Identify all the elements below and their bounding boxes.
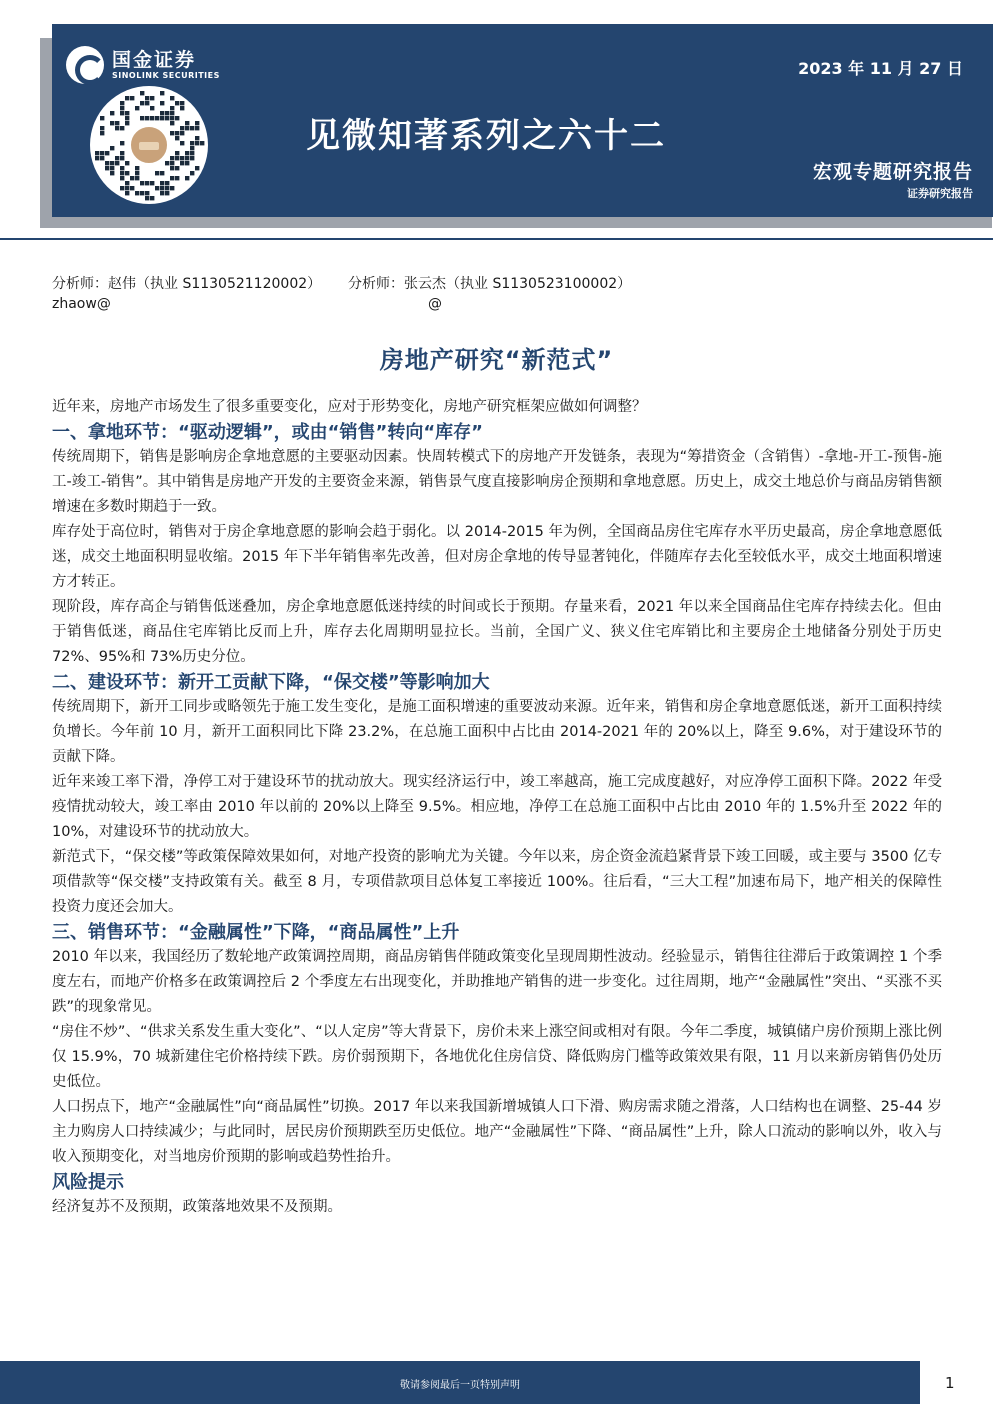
analyst-email[interactable]: @ xyxy=(428,296,442,312)
paragraph: 传统周期下，新开工同步或略领先于施工发生变化，是施工面积增速的重要波动来源。近年来，销售和房企拿地意愿低迷，新开工面积持续负增长。今年前 10 月，新开工面积同比下降 23.2%，在总施工面积中占比由 2014-2021 年的 20%以上，降至 9.6%，对于建设环节的贡献下降。 xyxy=(52,699,942,765)
paragraph: 新范式下，“保交楼”等政策保障效果如何，对地产投资的影响尤为关键。今年以来，房企资金流趋紧背景下竣工回暖，或主要与 3500 亿专项借款等“保交楼”支持政策有关。截至 8 月，专项借款项目总体复工率接近 100%。往后看，“三大工程”加速布局下，地产相关的保障性投资力度还会加大。 xyxy=(52,849,942,915)
paragraph: “房住不炒”、“供求关系发生重大变化”、“以人定房”等大背景下，房价未来上涨空间或相对有限。今年二季度，城镇储户房价预期上涨比例仅 15.9%，70 城新建住宅价格持续下跌。房价弱预期下，各地优化住房信贷、降低购房门槛等政策效果有限，11 月以来新房销售仍处历史低位。 xyxy=(52,1024,942,1090)
document-title: 房地产研究“新范式” xyxy=(379,346,614,374)
section-heading: 一、拿地环节：“驱动逻辑”，或由“销售”转向“库存” xyxy=(52,422,483,443)
report-body xyxy=(52,395,942,1220)
paragraph: 近年来竣工率下滑，净停工对于建设环节的扰动放大。现实经济运行中，竣工率越高，施工完成度越好，对应净停工面积下降。2022 年受疫情扰动较大，竣工率由 2010 年以前的 20%以上降至 9.5%。相应地，净停工在总施工面积中占比由 2010 年的 1.5%升至 2022 年的 10%，对建设环节的扰动放大。 xyxy=(52,774,942,840)
paragraph: 2010 年以来，我国经历了数轮地产政策调控周期，商品房销售伴随政策变化呈现周期性波动。经验显示，销售往往滞后于政策调控 1 个季度左右，而地产价格多在政策调控后 2 个季度左右出现变化，并助推地产销售的进一步变化。过往周期，地产“金融属性”突出、“买涨不买跌”的现象常见。 xyxy=(52,949,942,1015)
section-risk xyxy=(52,1170,942,1220)
analyst-list xyxy=(52,274,678,314)
analyst-email[interactable]: zhaow@ xyxy=(52,296,111,312)
logo-en: SINOLINK SECURITIES xyxy=(112,71,220,80)
series-title: 见微知著系列之六十二 xyxy=(306,116,666,156)
qr-badge-icon xyxy=(128,124,170,166)
paragraph: 传统周期下，销售是影响房企拿地意愿的主要驱动因素。快周转模式下的房地产开发链条，表现为“筹措资金（含销售）-拿地-开工-预售-施工-竣工-销售”。其中销售是房地产开发的主要资金来源，销售景气度直接影响房企预期和拿地意愿。历史上，成交土地总价与商品房销售额增速在多数时期趋于一致。 xyxy=(52,449,942,515)
header-rule xyxy=(0,238,993,240)
analyst-item xyxy=(52,274,348,314)
header-banner xyxy=(52,24,993,217)
paragraph: 人口拐点下，地产“金融属性”向“商品属性”切换。2017 年以来我国新增城镇人口下滑、购房需求随之滑落，人口结构也在调整、25-44 岁主力购房人口持续减少；与此同时，居民房价预期跌至历史低位。地产“金融属性”下降、“商品属性”上升，除人口流动的影响以外，收入与收入预期变化，对当地房价预期的影响或趋势性抬升。 xyxy=(52,1099,942,1165)
intro-paragraph: 近年来，房地产市场发生了很多重要变化，应对于形势变化，房地产研究框架应做如何调整？ xyxy=(52,399,647,415)
qr-code-icon xyxy=(90,86,208,204)
brand-logo xyxy=(66,46,220,84)
section-heading: 二、建设环节：新开工贡献下降，“保交楼”等影响加大 xyxy=(52,672,490,693)
section-heading: 风险提示 xyxy=(52,1172,124,1193)
analyst-name: 分析师：赵伟（执业 S1130521120002） xyxy=(52,276,322,292)
section-sales xyxy=(52,920,942,1170)
paragraph: 现阶段，库存高企与销售低迷叠加，房企拿地意愿低迷持续的时间或长于预期。存量来看，2021 年以来全国商品住宅库存持续去化。但由于销售低迷，商品住宅库销比反而上升，库存去化周期明显拉长。当前，全国广义、狭义住宅库销比和主要房企土地储备分别处于历史 72%、95%和 73%历史分位。 xyxy=(52,599,942,665)
section-land xyxy=(52,420,942,670)
page-number: 1 xyxy=(945,1374,955,1392)
report-subtype: 证券研究报告 xyxy=(907,187,973,200)
analyst-name: 分析师：张云杰（执业 S1130523100002） xyxy=(348,276,632,292)
paragraph: 库存处于高位时，销售对于房企拿地意愿的影响会趋于弱化。以 2014-2015 年为例，全国商品房住宅库存水平历史最高，房企拿地意愿低迷，成交土地面积明显收缩。2015 年下半年销售率先改善，但对房企拿地的传导显著钝化，伴随库存去化至较低水平，成交土地面积增速方才转正。 xyxy=(52,524,942,590)
logo-cn: 国金证券 xyxy=(112,49,197,71)
logo-mark-icon xyxy=(66,46,104,84)
paragraph: 经济复苏不及预期，政策落地效果不及预期。 xyxy=(52,1199,342,1215)
analyst-item xyxy=(348,274,678,314)
report-type: 宏观专题研究报告 xyxy=(812,161,973,183)
report-date: 2023 年 11 月 27 日 xyxy=(798,59,963,78)
section-construction xyxy=(52,670,942,920)
footer-disclaimer: 敬请参阅最后一页特别声明 xyxy=(400,1380,520,1391)
section-heading: 三、销售环节：“金融属性”下降，“商品属性”上升 xyxy=(52,922,460,943)
